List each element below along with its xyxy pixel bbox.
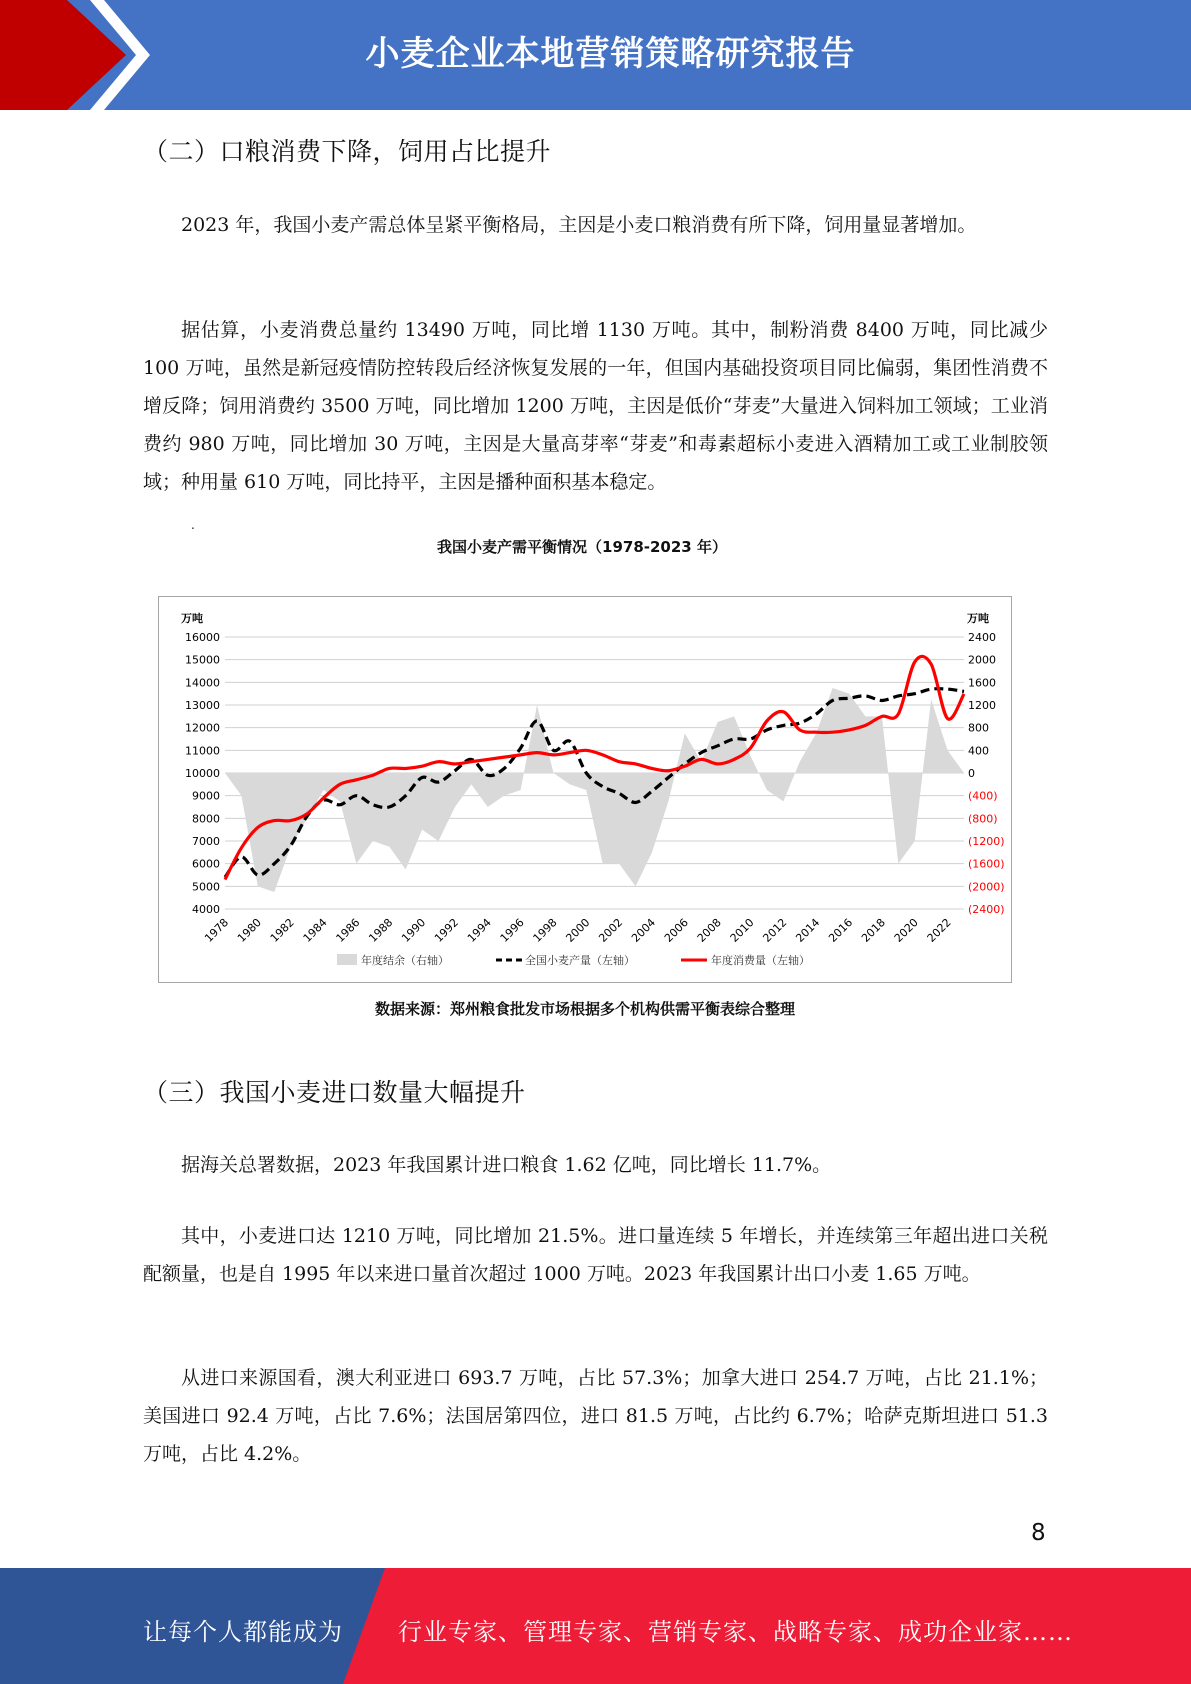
chart-source: 数据来源：郑州粮食批发市场根据多个机构供需平衡表综合整理 — [374, 1000, 795, 1018]
right-axis-tick-label: (2400) — [968, 903, 1005, 916]
left-axis-tick-label: 4000 — [192, 903, 220, 916]
x-axis-tick-label: 1986 — [333, 915, 363, 945]
right-axis-tick-label: (400) — [968, 789, 998, 803]
x-axis-tick-label: 1998 — [530, 915, 560, 945]
x-axis-tick-label: 2018 — [859, 915, 889, 945]
page-header — [0, 0, 1191, 110]
x-axis-tick-label: 2008 — [694, 915, 724, 945]
right-axis-tick-label: 0 — [968, 767, 975, 780]
paragraph: 据估算，小麦消费总量约 13490 万吨，同比增 1130 万吨。其中，制粉消费 8400 万吨，同比减少 100 万吨，虽然是新冠疫情防控转段后经济恢复发展的一年，但国内基础投资项目同比偏弱，集团性消费不增反降；饲用消费约 3500 万吨，同比增加 1200 万吨，主因是低价“芽麦”大量进入饲料加工领域；工业消费约 980 万吨，同比增加 30 万吨，主因是大量高芽率“芽麦”和毒素超标小麦进入酒精加工或工业制胶领域；种用量 610 万吨，同比持平，主因是播种面积基本稳定。 — [143, 319, 1048, 493]
left-axis-tick-label: 13000 — [185, 699, 220, 712]
legend-swatch-annual-surplus — [337, 954, 357, 965]
left-axis-tick-label: 7000 — [192, 835, 220, 848]
right-axis-tick-label: 1600 — [968, 676, 996, 690]
page-footer — [0, 1568, 1191, 1684]
x-axis-tick-label: 1982 — [267, 915, 297, 945]
x-axis-tick-label: 1984 — [300, 915, 330, 945]
paragraph: 2023 年，我国小麦产需总体呈紧平衡格局，主因是小麦口粮消费有所下降，饲用量显著增加。 — [181, 214, 977, 236]
x-axis-tick-label: 1992 — [432, 915, 462, 945]
x-axis-tick-label: 2016 — [826, 915, 856, 945]
footer-slogan-right: 行业专家、管理专家、营销专家、战略专家、成功企业家…… — [398, 1618, 1073, 1646]
x-axis-tick-label: 2000 — [563, 915, 593, 945]
x-axis-tick-label: 2004 — [629, 915, 659, 945]
section-heading-imports: （三）我国小麦进口数量大幅提升 — [143, 1078, 526, 1107]
left-axis-tick-label: 16000 — [185, 631, 220, 644]
wheat-balance-chart — [159, 597, 1011, 982]
chart-title: 我国小麦产需平衡情况（1978-2023 年） — [437, 538, 727, 556]
right-axis-tick-label: (1600) — [968, 857, 1005, 871]
page-number: 8 — [1031, 1520, 1046, 1546]
legend-label: 年度消费量（左轴） — [711, 954, 810, 967]
paragraph: 据海关总署数据，2023 年我国累计进口粮食 1.62 亿吨，同比增长 11.7%。 — [181, 1154, 832, 1176]
x-axis-tick-label: 2006 — [661, 915, 691, 945]
x-axis-tick-label: 2010 — [727, 915, 757, 945]
x-axis-tick-label: 1980 — [234, 915, 264, 945]
left-axis-tick-label: 10000 — [185, 767, 220, 780]
right-axis-tick-label: (2000) — [968, 880, 1005, 894]
x-axis-tick-label: 1978 — [202, 915, 232, 945]
paragraph: 从进口来源国看，澳大利亚进口 693.7 万吨，占比 57.3%；加拿大进口 254.7 万吨，占比 21.1%；美国进口 92.4 万吨，占比 7.6%；法国居第四位，进口 81.5 万吨，占比约 6.7%；哈萨克斯坦进口 51.3 万吨，占比 4.2%。 — [143, 1367, 1048, 1465]
x-axis-tick-label: 1988 — [366, 915, 396, 945]
left-axis-tick-label: 9000 — [192, 789, 220, 803]
paragraph: 其中，小麦进口达 1210 万吨，同比增加 21.5%。进口量连续 5 年增长，并连续第三年超出进口关税配额量，也是自 1995 年以来进口量首次超过 1000 万吨。2023 年我国累计出口小麦 1.65 万吨。 — [143, 1225, 1048, 1285]
right-axis-tick-label: 2400 — [968, 631, 996, 644]
footer-slogan-left: 让每个人都能成为 — [143, 1618, 343, 1646]
x-axis-tick-label: 2012 — [760, 915, 790, 945]
right-axis-tick-label: 2000 — [968, 653, 996, 667]
x-axis-tick-label: 2022 — [924, 915, 954, 945]
left-axis-tick-label: 12000 — [185, 721, 220, 735]
right-axis-tick-label: (800) — [968, 812, 998, 826]
report-title: 小麦企业本地营销策略研究报告 — [365, 34, 856, 74]
right-axis-tick-label: (1200) — [968, 835, 1005, 848]
right-axis-tick-label: 1200 — [968, 699, 996, 712]
stray-dot: . — [191, 518, 195, 532]
legend-label: 年度结余（右轴） — [361, 954, 449, 967]
x-axis-tick-label: 2002 — [596, 915, 626, 945]
left-axis-tick-label: 15000 — [185, 653, 220, 667]
left-axis-tick-label: 5000 — [192, 880, 220, 894]
x-axis-tick-label: 1996 — [497, 915, 527, 945]
x-axis-tick-label: 2014 — [793, 915, 823, 945]
x-axis-tick-label: 1990 — [399, 915, 429, 945]
right-axis-unit: 万吨 — [967, 612, 989, 625]
section-heading-consumption: （二）口粮消费下降，饲用占比提升 — [143, 137, 552, 166]
left-axis-tick-label: 11000 — [185, 744, 220, 758]
left-axis-tick-label: 6000 — [192, 857, 220, 871]
chart-frame — [158, 596, 1012, 983]
x-axis-tick-label: 1994 — [464, 915, 494, 945]
right-axis-tick-label: 800 — [968, 721, 989, 735]
left-axis-tick-label: 8000 — [192, 812, 220, 826]
left-axis-unit: 万吨 — [181, 612, 203, 625]
legend-label: 全国小麦产量（左轴） — [525, 954, 635, 967]
right-axis-tick-label: 400 — [968, 744, 989, 758]
series-area-annual-surplus — [225, 688, 964, 892]
x-axis-tick-label: 2020 — [891, 915, 921, 945]
left-axis-tick-label: 14000 — [185, 676, 220, 690]
